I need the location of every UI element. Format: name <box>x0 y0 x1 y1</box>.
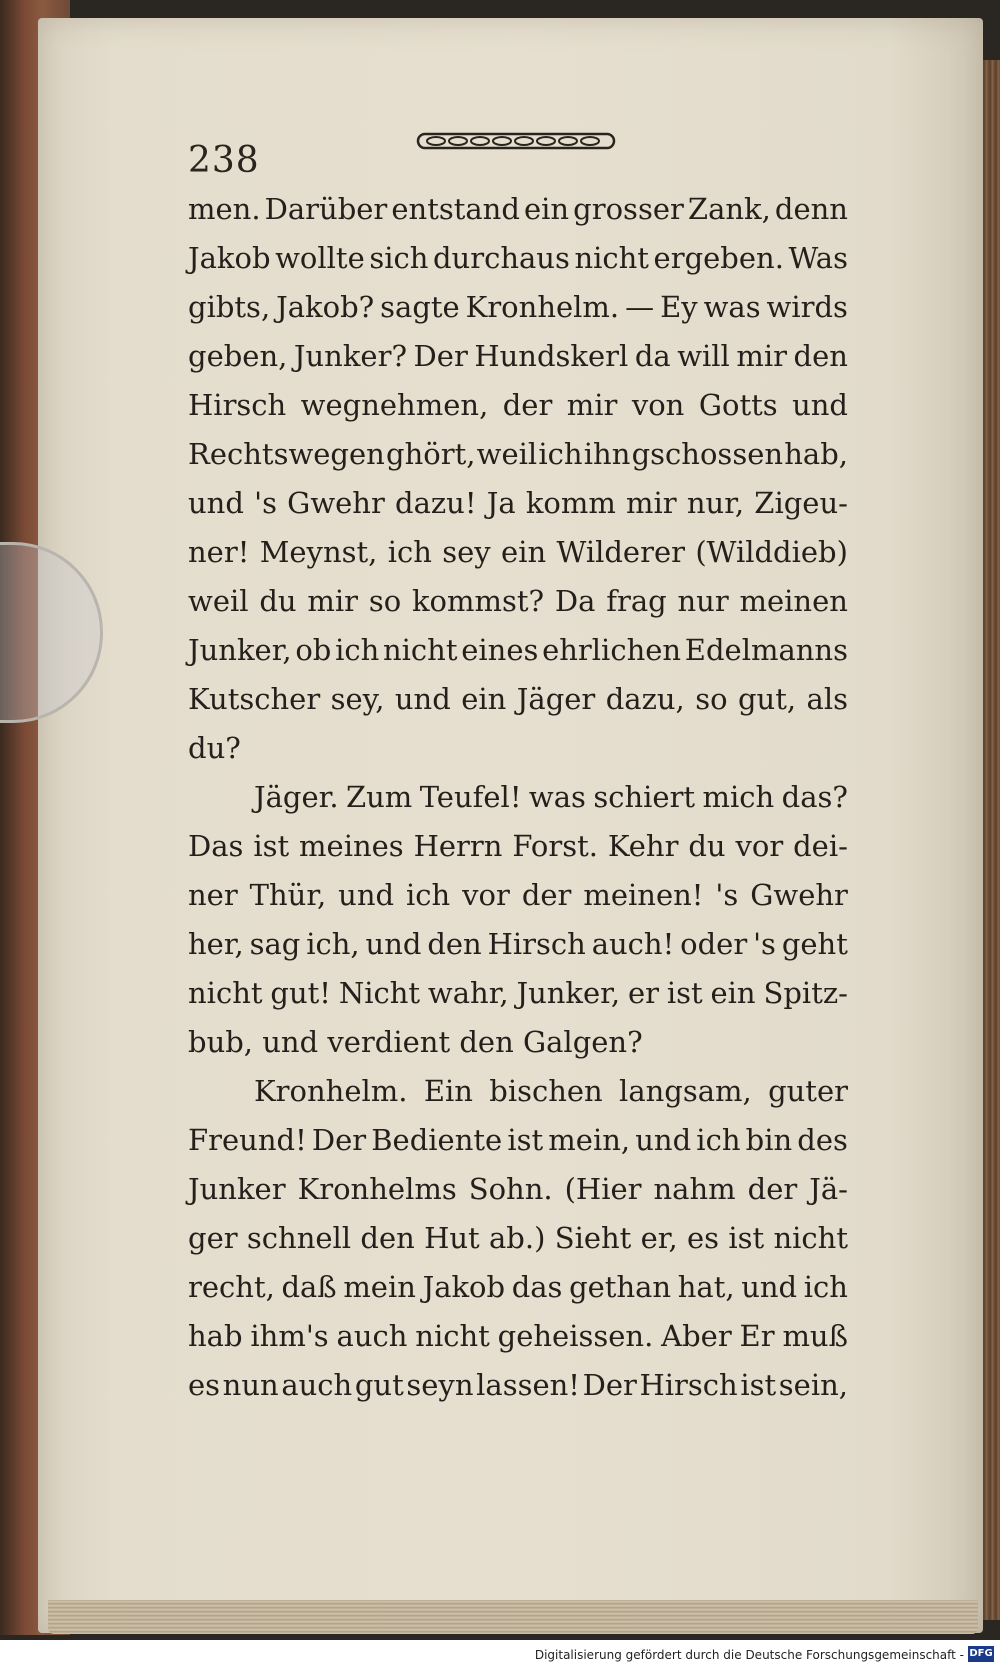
text-line: recht, daß mein Jakob das gethan hat, und ich <box>188 1270 848 1304</box>
text-line: Junker, ob ich nicht eines ehrlichen Edelmanns <box>188 633 848 667</box>
text-line: Rechtswegen ghört, weil ich ihn gschossen hab, <box>188 437 848 471</box>
text-line: ger schnell den Hut ab.) Sieht er, es ist nicht <box>188 1221 848 1255</box>
text-line: Junker Kronhelms Sohn. (Hier nahm der Jä- <box>188 1172 848 1206</box>
text-line: ner Thür, und ich vor der meinen! 's Gwehr <box>188 878 848 912</box>
text-line: Jakob wollte sich durchaus nicht ergeben. Was <box>188 241 848 275</box>
text-line: hab ihm's auch nicht geheissen. Aber Er muß <box>188 1319 848 1353</box>
text-line: und 's Gwehr dazu! Ja komm mir nur, Zigeu- <box>188 486 848 520</box>
text-line: Das ist meines Herrn Forst. Kehr du vor dei- <box>188 829 848 863</box>
footer-credit: Digitalisierung gefördert durch die Deutsche Forschungsgemeinschaft - <box>534 1648 964 1662</box>
text-line: nicht gut! Nicht wahr, Junker, er ist ein Spitz- <box>188 976 848 1010</box>
text-line: bub, und verdient den Galgen? <box>188 1025 643 1059</box>
text-line: Kutscher sey, und ein Jäger dazu, so gut, als <box>188 682 848 716</box>
text-line: du? <box>188 731 241 765</box>
page-body-text <box>188 185 848 1410</box>
text-line: ner! Meynst, ich sey ein Wilderer (Wilddieb) <box>188 535 848 569</box>
text-line: Jäger. Zum Teufel! was schiert mich das? <box>254 780 848 814</box>
dfg-logo: DFG <box>968 1646 994 1662</box>
ornament-icon <box>416 130 616 152</box>
text-line: es nun auch gut seyn lassen! Der Hirsch ist sein, <box>188 1368 848 1402</box>
digitization-footer <box>0 1640 1000 1671</box>
page-header <box>188 130 838 180</box>
text-line: her, sag ich, und den Hirsch auch! oder 's geht <box>188 927 848 961</box>
text-line: Hirsch wegnehmen, der mir von Gotts und <box>188 388 848 422</box>
text-line: weil du mir so kommst? Da frag nur meinen <box>188 584 848 618</box>
page-number: 238 <box>188 140 260 181</box>
text-line: Freund! Der Bediente ist mein, und ich bin des <box>188 1123 848 1157</box>
text-line: Kronhelm. Ein bischen langsam, guter <box>254 1074 848 1108</box>
text-line: gibts, Jakob? sagte Kronhelm. — Ey was wirds <box>188 290 848 324</box>
text-line: geben, Junker? Der Hundskerl da will mir den <box>188 339 848 373</box>
page-bottom-edge <box>48 1600 978 1634</box>
text-line: men. Darüber entstand ein grosser Zank, denn <box>188 192 848 226</box>
